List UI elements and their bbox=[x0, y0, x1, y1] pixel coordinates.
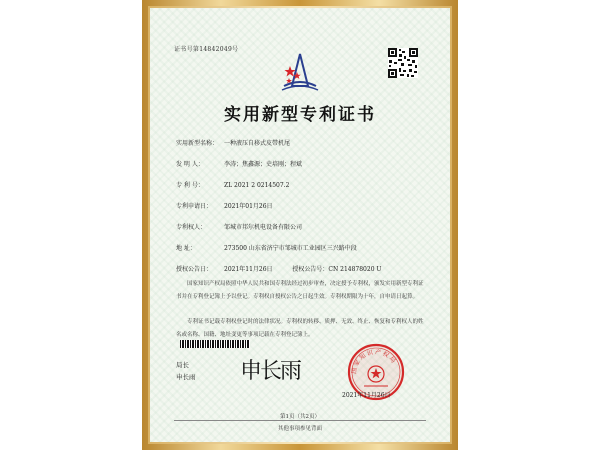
field-value: 2021年01月26日 bbox=[224, 203, 273, 210]
field-value: CN 214878020 U bbox=[328, 266, 382, 273]
field-label: 授权公告号： bbox=[292, 266, 329, 273]
field-value: 邹城市邦尔机电设备有限公司 bbox=[224, 224, 303, 231]
handwritten-signature: 申长雨 bbox=[240, 359, 301, 384]
certificate-title: 实用新型专利证书 bbox=[224, 105, 376, 125]
field-label: 专 利 号： bbox=[176, 182, 204, 189]
signature-title-label: 局长 bbox=[176, 361, 189, 369]
field-application-date bbox=[176, 201, 273, 210]
seal-date: 2021年11月26日 bbox=[342, 392, 391, 399]
body-paragraph: 专利证书记载专利权登记时的法律状况。专利权的转移、质押、无效、终止、恢复和专利权人的姓名或名称、国籍、地址变更等事项记载在专利登记簿上。 bbox=[176, 319, 424, 338]
field-patentee bbox=[176, 222, 302, 231]
field-label: 实用新型名称： bbox=[176, 140, 219, 147]
certificate-paper bbox=[150, 8, 450, 442]
field-label: 发 明 人： bbox=[176, 161, 204, 168]
field-label: 地 址： bbox=[176, 245, 196, 252]
field-value: 273500 山东省济宁市邹城市工业园区三兴路中段 bbox=[224, 245, 357, 252]
cnipa-logo-icon bbox=[278, 52, 322, 94]
field-value: 2021年11月26日 bbox=[224, 266, 273, 273]
certificate-number: 证书号第14842049号 bbox=[174, 46, 239, 53]
field-inventors bbox=[176, 159, 302, 168]
field-value: 李涛；焦鑫源；史培刚；程斌 bbox=[224, 161, 303, 168]
signature-name-label: 申长雨 bbox=[176, 373, 196, 381]
field-label: 专利申请日： bbox=[176, 203, 213, 210]
page-number: 第1页（共2页） bbox=[280, 414, 320, 420]
field-grant-date bbox=[176, 264, 381, 273]
field-label: 专利权人： bbox=[176, 224, 207, 231]
field-patent-number bbox=[176, 180, 289, 189]
footer-divider bbox=[174, 420, 426, 421]
field-address bbox=[176, 243, 357, 252]
barcode-icon bbox=[180, 340, 250, 348]
footer-note: 其他事项参见背面 bbox=[277, 426, 322, 432]
field-utility-name bbox=[176, 138, 290, 147]
qr-code-icon bbox=[388, 48, 418, 78]
field-value: 一种液压自移式皮带机尾 bbox=[224, 140, 291, 147]
field-value: ZL 2021 2 0214507.2 bbox=[224, 182, 290, 189]
body-paragraph: 国家知识产权局依照中华人民共和国专利法经过初步审查，决定授予专利权，颁发实用新型专利证书并在专利登记簿上予以登记。专利权自授权公告之日起生效。专利权期限为十年，自申请日起算。 bbox=[176, 281, 424, 300]
seal-text: 国家知识产权局 bbox=[350, 348, 398, 375]
field-label: 授权公告日： bbox=[176, 266, 213, 273]
